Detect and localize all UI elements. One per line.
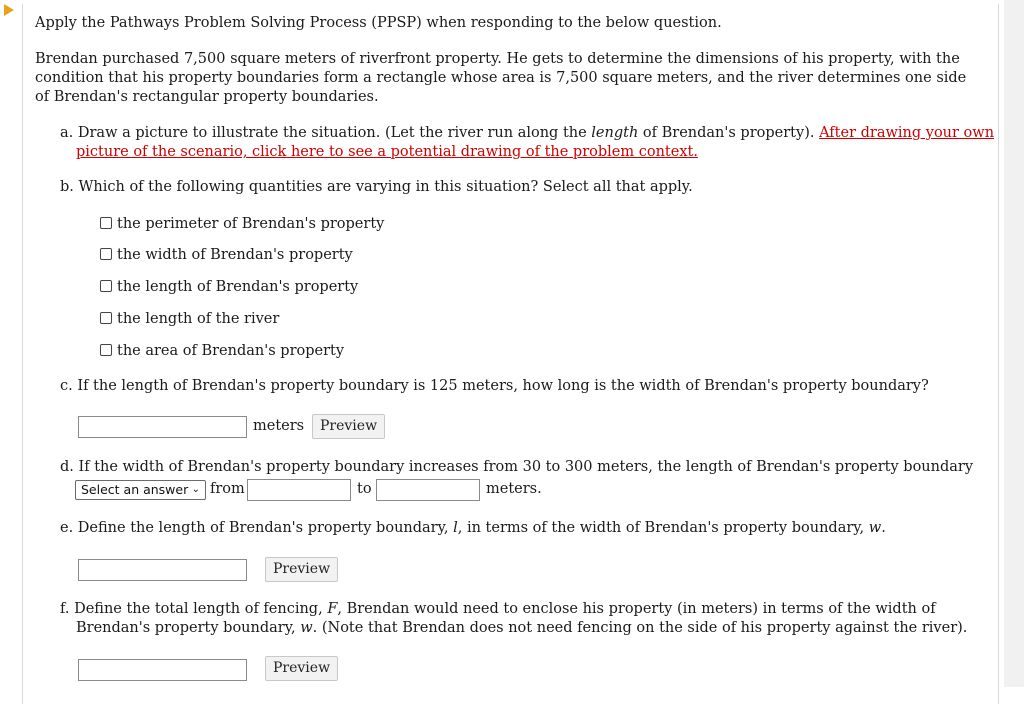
checkbox-perimeter[interactable] xyxy=(100,217,112,229)
option-label: the length of Brendan's property xyxy=(117,279,359,295)
variable-l: l xyxy=(453,520,458,536)
drawing-link[interactable]: After drawing your own picture of the scenario, click here to see a potential drawing of the problem context. xyxy=(76,125,995,160)
problem-statement: Brendan purchased 7,500 square meters of riverfront property. He gets to determine the dimensions of his property, with the condition that his property boundaries form a rectangle whose area is 7,500 square meters, and the river determines one side of Brendan's rectangular property boundaries. xyxy=(35,51,967,105)
part-f-text: f. Define the total length of fencing, xyxy=(60,601,328,617)
collapse-arrow-icon[interactable] xyxy=(4,4,14,16)
from-label: from xyxy=(210,481,245,497)
variable-w: w xyxy=(300,620,313,636)
part-e-text3: . xyxy=(881,520,886,536)
length-to-input[interactable] xyxy=(376,479,480,501)
variable-f: F xyxy=(327,601,338,617)
preview-button-e[interactable]: Preview xyxy=(265,557,338,582)
fencing-formula-input[interactable] xyxy=(78,659,247,681)
checkbox-length[interactable] xyxy=(100,280,112,292)
part-a-text: a. Draw a picture to illustrate the situation. (Let the river run along the xyxy=(60,125,592,141)
part-f-text3: . (Note that Brendan does not need fencing on the side of his property against the river). xyxy=(312,620,968,636)
part-d-question: d. If the width of Brendan's property boundary increases from 30 to 300 meters, the length of Brendan's property boundary xyxy=(60,459,974,475)
intro-text: Apply the Pathways Problem Solving Process (PPSP) when responding to the below question. xyxy=(35,15,722,31)
variable-w: w xyxy=(868,520,882,536)
part-c-question: c. If the length of Brendan's property boundary is 125 meters, how long is the width of Brendan's property boundary? xyxy=(60,378,929,394)
answer-select[interactable] xyxy=(75,480,206,500)
part-e-text: e. Define the length of Brendan's property boundary, xyxy=(60,520,454,536)
part-a-italic: length xyxy=(591,125,639,141)
unit-label: meters xyxy=(253,418,305,434)
width-answer-input[interactable] xyxy=(78,416,247,438)
part-b-question: b. Which of the following quantities are varying in this situation? Select all that apply. xyxy=(60,179,693,195)
length-formula-input[interactable] xyxy=(78,559,247,581)
length-from-input[interactable] xyxy=(247,479,351,501)
preview-button-f[interactable]: Preview xyxy=(265,656,338,681)
checkbox-width[interactable] xyxy=(100,248,112,260)
unit-label: meters. xyxy=(486,481,542,497)
option-label: the width of Brendan's property xyxy=(117,247,353,263)
part-f-question xyxy=(60,600,1001,638)
part-a-text2: of Brendan's property). xyxy=(638,125,820,141)
option-label: the length of the river xyxy=(117,311,280,327)
checkbox-area[interactable] xyxy=(100,344,112,356)
select-value: Select an answer xyxy=(81,482,189,497)
chevron-down-icon: ⌄ xyxy=(191,484,200,495)
option-label: the perimeter of Brendan's property xyxy=(117,216,385,232)
preview-button-c[interactable]: Preview xyxy=(312,414,385,439)
part-f-text2: , Brendan would need to enclose his property (in meters) in terms of the width of Brendan's property boundary, xyxy=(76,601,936,636)
scrollbar[interactable] xyxy=(1004,0,1024,687)
part-e-text2: , in terms of the width of Brendan's property boundary, xyxy=(457,520,869,536)
checkbox-river[interactable] xyxy=(100,312,112,324)
part-a xyxy=(60,124,1001,162)
part-e-question xyxy=(60,519,886,538)
to-label: to xyxy=(357,481,372,497)
option-label: the area of Brendan's property xyxy=(117,343,345,359)
